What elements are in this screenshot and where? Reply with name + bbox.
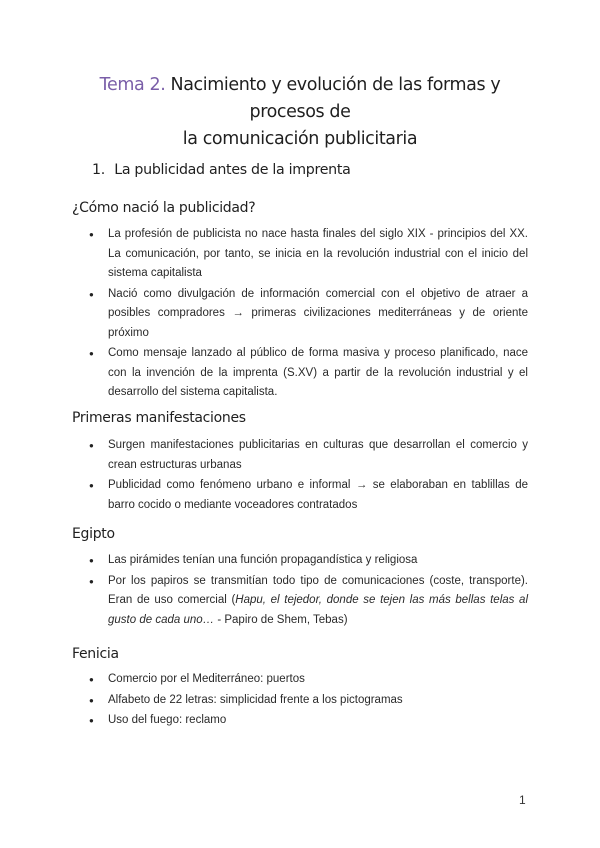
title-topic-number: Tema 2. xyxy=(99,75,166,95)
subheading-primeras: Primeras manifestaciones xyxy=(72,410,246,426)
section-title: La publicidad antes de la imprenta xyxy=(114,162,351,178)
section-number: 1. xyxy=(92,162,105,178)
subheading-fenicia: Fenicia xyxy=(72,646,119,662)
list-egipto xyxy=(90,551,528,631)
list-item: ● Surgen manifestaciones publicitarias en culturas que desarrollan el comercio y crean estructuras urbanas xyxy=(90,436,528,475)
list-como xyxy=(90,225,528,404)
list-item: ● Nació como divulgación de información comercial con el objetivo de atraer a posibles compradores → primeras civilizaciones mediterráneas y de oriente próximo xyxy=(90,285,528,344)
list-item: ● Alfabeto de 22 letras: simplicidad frente a los pictogramas xyxy=(90,691,528,711)
section-heading xyxy=(92,162,351,178)
list-item-text: Por los papiros se transmitían todo tipo de comunicaciones (coste, transporte). Eran de uso comercial ( xyxy=(108,574,528,606)
list-item: ● La profesión de publicista no nace hasta finales del siglo XIX - principios del XX. La comunicación, por tanto, se inicia en la revolución industrial con el inicio del sistema capitalista xyxy=(90,225,528,284)
list-item: ● Como mensaje lanzado al público de forma masiva y proceso planificado, nace con la invención de la imprenta (S.XV) a partir de la revolución industrial y el desarrollo del sistema capitalista. xyxy=(90,344,528,403)
list-item: ● Uso del fuego: reclamo xyxy=(90,711,528,731)
list-item-quote: Hapu, el tejedor, donde se tejen las más bellas telas al gusto de cada uno… xyxy=(108,594,528,626)
list-item: ● Publicidad como fenómeno urbano e informal → se elaboraban en tablillas de barro cocido o mediante voceadores contratados xyxy=(90,476,528,515)
list-primeras xyxy=(90,436,528,516)
page-number: 1 xyxy=(519,793,526,807)
document-title xyxy=(70,72,530,153)
list-item-text: - Papiro de Shem, Tebas) xyxy=(214,613,348,626)
list-fenicia xyxy=(90,670,528,732)
list-item xyxy=(90,572,528,631)
subheading-egipto: Egipto xyxy=(72,526,115,542)
subheading-como: ¿Cómo nació la publicidad? xyxy=(72,200,256,216)
list-item: ● Las pirámides tenían una función propagandística y religiosa xyxy=(90,551,528,571)
title-line-2: la comunicación publicitaria xyxy=(182,129,418,149)
title-line-1: Nacimiento y evolución de las formas y procesos de xyxy=(165,75,501,122)
list-item: ● Comercio por el Mediterráneo: puertos xyxy=(90,670,528,690)
